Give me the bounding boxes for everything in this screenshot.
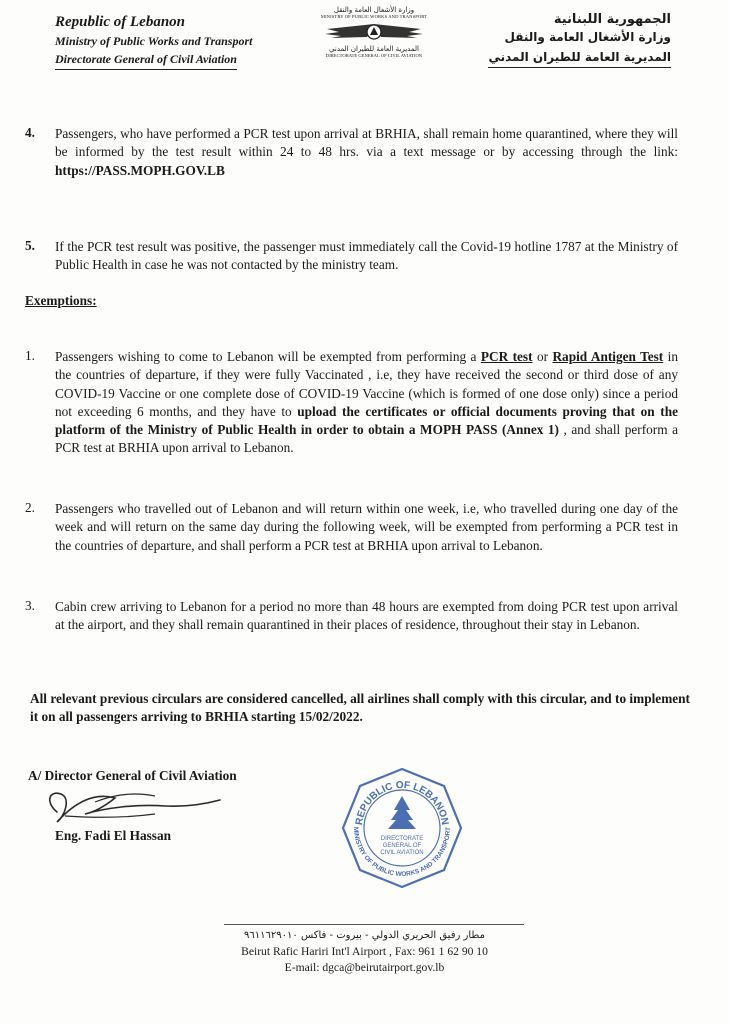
directorate-name: Directorate General of Civil Aviation — [55, 51, 237, 70]
item-number: 5. — [25, 238, 35, 253]
exemption-1-part: or — [532, 349, 553, 364]
exemption-1-part: in the countries of departure, if they were fully Vaccinated , i.e, they have received the second or third dose of any COVID-19 Vaccine or one complete dose of COVID-19 Vaccine (which is formed of one dose only) since a period not exceeding 6 months, and they have to — [55, 349, 678, 419]
pcr-test-term: PCR test — [480, 349, 533, 364]
directorate-name-arabic: المديرية العامة للطيران المدني — [488, 49, 671, 68]
wings-logo-icon — [319, 20, 429, 44]
exemption-1-part: Passengers wishing to come to Lebanon will be exempted from performing a — [55, 349, 481, 364]
item-number: 4. — [25, 125, 35, 140]
rapid-antigen-term: Rapid Antigen Test — [552, 349, 664, 364]
closing-statement: All relevant previous circulars are considered cancelled, all airlines shall comply with this circular, and to implement it on all passengers arriving to BRHIA starting 15/02/2022. — [30, 691, 690, 725]
footer-arabic: مطار رفيق الحريري الدولي - بيروت - فاكس ٩٦١١٦٢٩٠١٠ — [244, 930, 485, 941]
item-4-text — [55, 125, 678, 180]
header-left — [55, 14, 252, 70]
ministry-name-arabic: وزارة الأشغال العامة والنقل — [504, 30, 671, 44]
emblem-english-ministry: MINISTRY OF PUBLIC WORKS AND TRANSPORT — [320, 14, 428, 19]
stamp-center-line: GENERAL OF — [382, 843, 422, 849]
signatory-title: A/ Director General of Civil Aviation — [28, 768, 237, 783]
footer-divider — [224, 924, 524, 925]
header-emblem — [300, 6, 448, 58]
item-5-text: If the PCR test result was positive, the passenger must immediately call the Covid-19 hotline 1787 at the Ministry of Public Health in case he was not contacted by the ministry team. — [55, 239, 678, 273]
header-right — [488, 12, 671, 68]
country-name: Republic of Lebanon — [55, 14, 185, 30]
exemption-1-text — [55, 348, 678, 458]
exemption-2-text: Passengers who travelled out of Lebanon and will return within one week, i.e, who travelled during one day of the week and will return on the same day during the following week, will be exempted from performing a PCR test in the countries of departure, and shall perform a PCR test at BRHIA upon arrival to Lebanon. — [55, 501, 678, 553]
signatory-name: Eng. Fadi El Hassan — [55, 828, 172, 843]
upload-requirement: upload the certificates or official documents proving that on the platform of the Ministry of Public Health in order to obtain a MOPH PASS (Annex 1) — [55, 403, 678, 438]
handwritten-signature-icon — [35, 782, 235, 832]
stamp-ring-bottom: MINISTRY OF PUBLIC WORKS AND TRANSPORT — [351, 826, 453, 879]
emblem-arabic-directorate: المديرية العامة للطيران المدني — [329, 45, 419, 53]
emblem-english-directorate: DIRECTORATE GENERAL OF CIVIL AVIATION — [325, 53, 423, 58]
country-name-arabic: الجمهورية اللبنانية — [553, 12, 671, 27]
exemption-number: 2. — [25, 500, 35, 515]
exemptions-heading: Exemptions: — [25, 293, 97, 308]
official-stamp-icon — [340, 766, 464, 890]
stamp-ring-top: REPUBLIC OF LEBANON — [354, 779, 450, 826]
stamp-center-line: DIRECTORATE — [380, 836, 424, 842]
footer-email[interactable]: E-mail: dgca@beirutairport.gov.lb — [284, 961, 445, 974]
moph-link[interactable]: https://PASS.MOPH.GOV.LB — [55, 162, 225, 178]
stamp-center-line: CIVIL AVIATION — [380, 850, 424, 856]
exemption-number: 1. — [25, 348, 35, 363]
ministry-name: Ministry of Public Works and Transport — [55, 34, 253, 48]
item-4-body: Passengers, who have performed a PCR test upon arrival at BRHIA, shall remain home quarantined, where they will be informed by the test result within 24 to 48 hrs. via a text message or by accessing through the link: — [55, 126, 678, 160]
footer-address: Beirut Rafic Hariri Int'l Airport , Fax: 961 1 62 90 10 — [241, 945, 488, 958]
emblem-arabic-ministry: وزارة الأشغال العامة والنقل — [333, 6, 415, 14]
exemption-number: 3. — [25, 598, 35, 613]
exemption-3-text: Cabin crew arriving to Lebanon for a period no more than 48 hours are exempted from doing PCR test upon arrival at the airport, and they shall remain quarantined in their places of residence, throughout their stay in Lebanon. — [55, 599, 678, 633]
exemption-1-part: , and shall perform a PCR test at BRHIA upon arrival to Lebanon. — [55, 422, 678, 456]
